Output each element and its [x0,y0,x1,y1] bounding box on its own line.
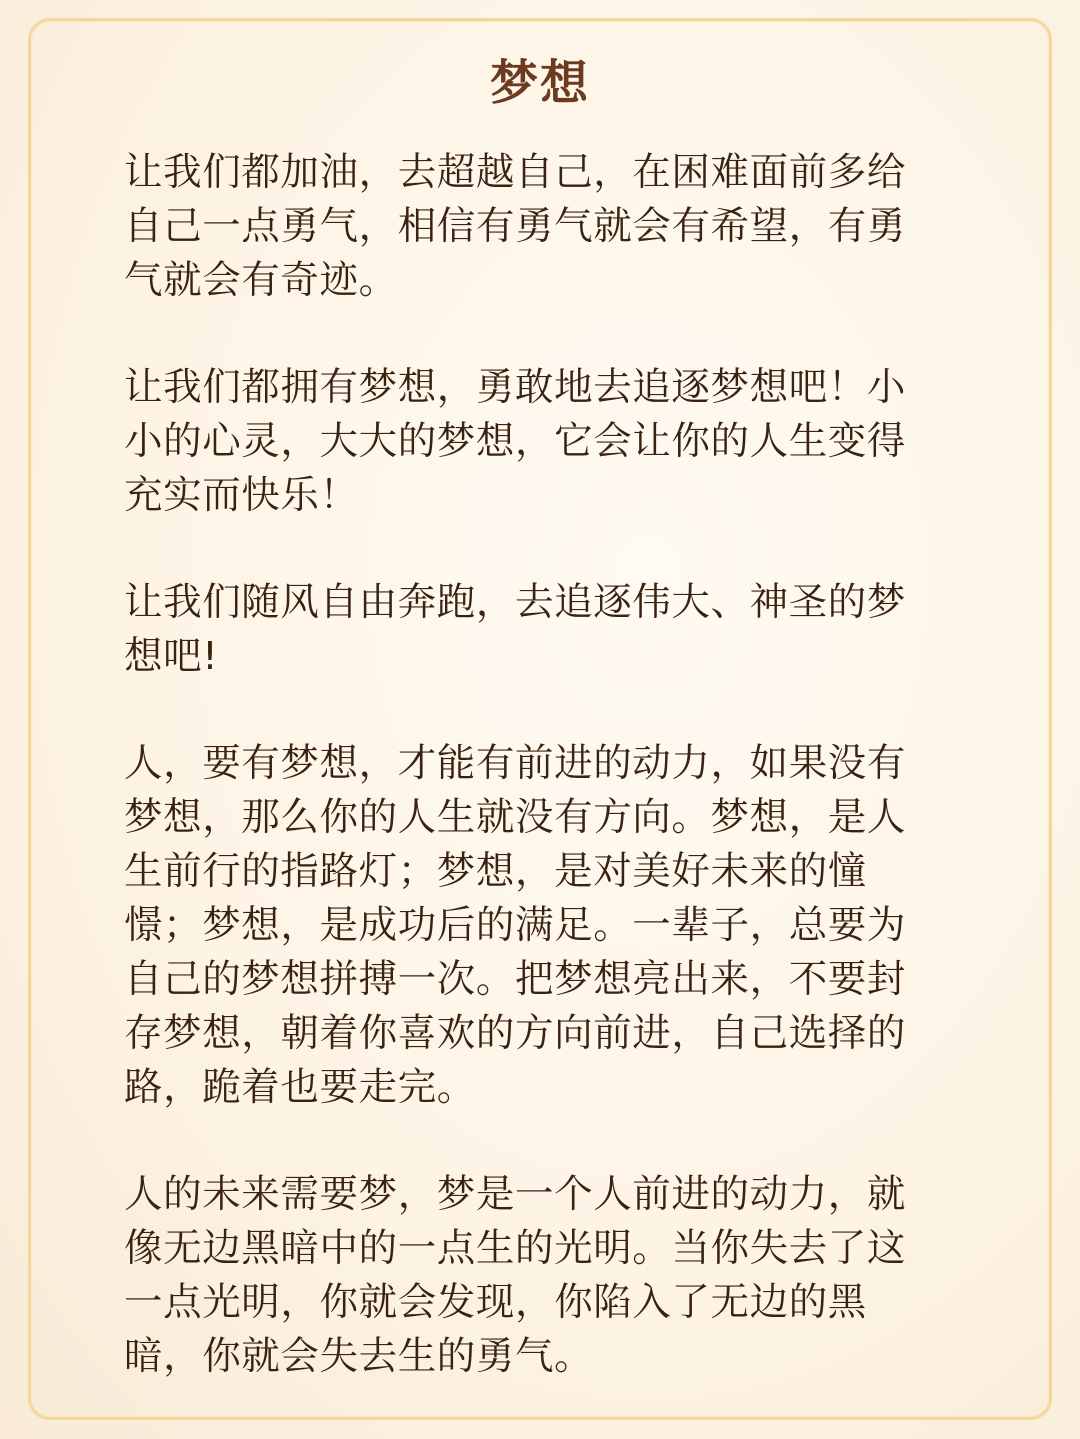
page-title: 梦想 [489,55,590,111]
paragraph-4: 人，要有梦想，才能有前进的动力，如果没有梦想，那么你的人生就没有方向。梦想，是人生前行的指路灯；梦想，是对美好未来的憧憬；梦想，是成功后的满足。一辈子，总要为自己的梦想拼搏一次。把梦想亮出来，不要封存梦想，朝着你喜欢的方向前进，自己选择的路，跪着也要走完。 [124,741,907,1110]
paragraph-1: 让我们都加油，去超越自己，在困难面前多给自己一点勇气，相信有勇气就会有希望，有勇气就会有奇迹。 [124,150,907,303]
paragraph-3: 让我们随风自由奔跑，去追逐伟大、神圣的梦想吧! [124,580,907,679]
paragraph-2: 让我们都拥有梦想，勇敢地去追逐梦想吧！小小的心灵，大大的梦想，它会让你的人生变得充实而快乐！ [124,365,907,518]
article-body [124,146,928,1437]
paragraph-5: 人的未来需要梦，梦是一个人前进的动力，就像无边黑暗中的一点生的光明。当你失去了这一点光明，你就会发现，你陷入了无边的黑暗，你就会失去生的勇气。 [124,1172,907,1379]
